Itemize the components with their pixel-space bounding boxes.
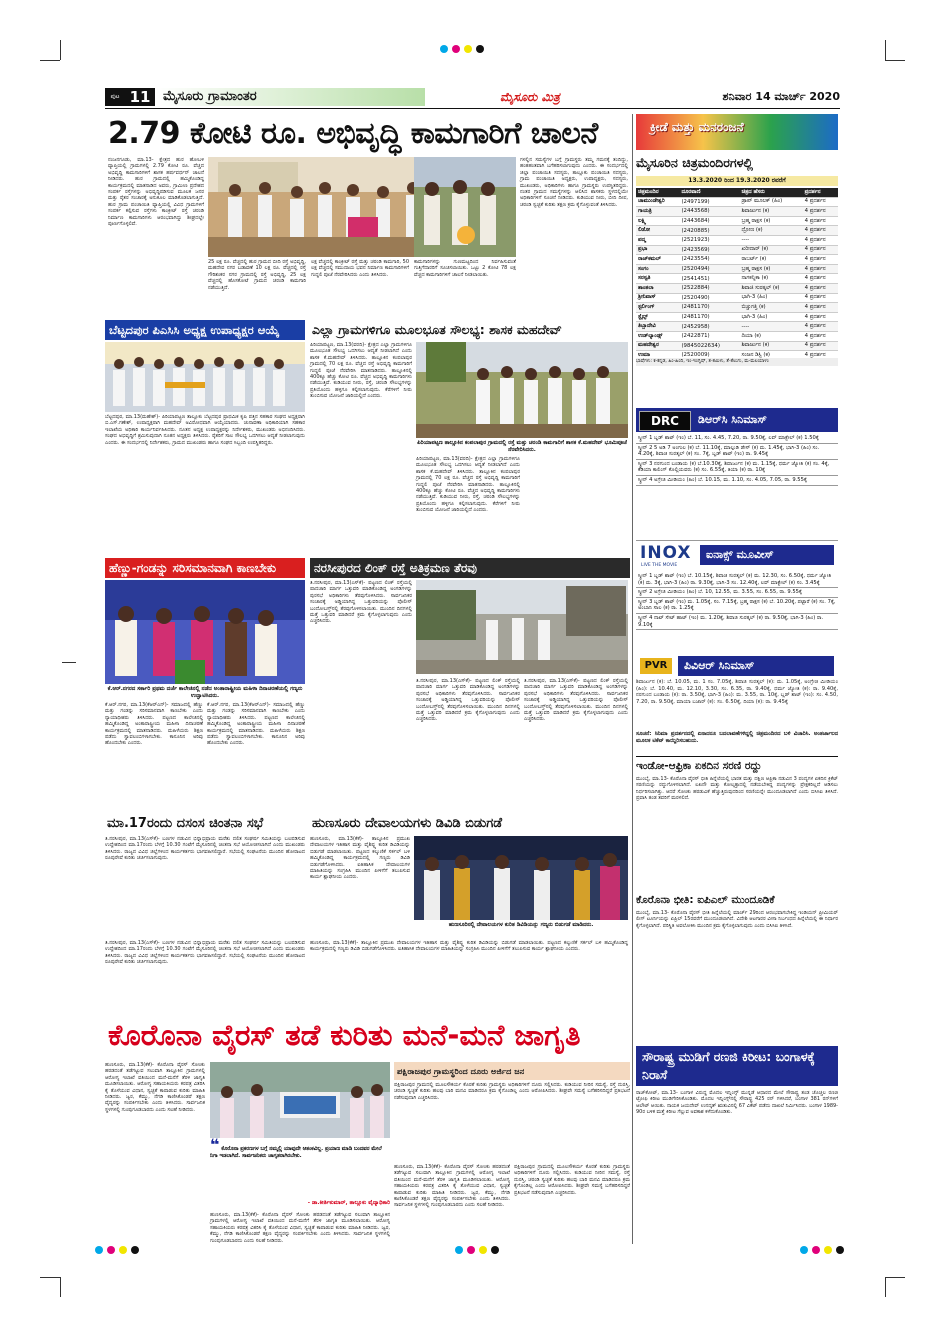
theatre-row: [636, 255, 838, 265]
article-3-body-b: ಕೆ.ಆರ್.ನಗರ, ಮಾ.13(ಕೆಆರ್‌ಎನ್)- ಸಮಾಜದಲ್ಲಿ ಹೆಣ್ಣು ಮತ್ತು ಗಂಡನ್ನು ಸರಿಸಮಾನವಾಗಿ ಕಾಣಬೇಕು ಎಂದು ನ್ಯಾಯಾಧೀಶರು ತಿಳಿಸಿದರು. ಪಟ್ಟಣದ ಕಾಲೇಜಿನಲ್ಲಿ ಹಮ್ಮಿಕೊಂಡಿದ್ದ ಅಂತಾರಾಷ್ಟ್ರೀಯ ಮಹಿಳಾ ದಿನಾಚರಣೆ ಕಾರ್ಯಕ್ರಮದಲ್ಲಿ ಮಾತನಾಡಿದರು. ಮಹಿಳೆಯರು ಶಿಕ್ಷಣ ಪಡೆದು ಸ್ವಾವಲಂಬಿಗಳಾಗಬೇಕು. ಕಾನೂನಿನ ಅರಿವು ಹೊಂದಬೇಕು ಎಂದರು.: [207, 702, 305, 747]
quote-mark-icon: ❝: [210, 1135, 220, 1154]
article-8-body-b: ಹುಣಸೂರು, ಮಾ.13(ಕೆಕೆ)- ಕೊರೊನಾ ವೈರಸ್ ಸೋಂಕು ಹರಡದಂತೆ ತಡೆಗಟ್ಟುವ ಸಲುವಾಗಿ ತಾಲ್ಲೂಕಿನ ಗ್ರಾಮಗಳಲ್ಲಿ ಆರೋಗ್ಯ ಇಲಾಖೆ ವತಿಯಿಂದ ಮನೆ-ಮನೆಗೆ ತೆರಳಿ ಜಾಗೃತಿ ಮೂಡಿಸಲಾಯಿತು. ಆರೋಗ್ಯ ಸಹಾಯಕಿಯರು ಕರಪತ್ರ ವಿತರಿಸಿ ಕೈ ತೊಳೆಯುವ ವಿಧಾನ, ಸ್ವಚ್ಛತೆ ಕಾಪಾಡುವ ಕುರಿತು ಮಾಹಿತಿ ನೀಡಿದರು. ಜ್ವರ, ಕೆಮ್ಮು, ನೆಗಡಿ ಕಾಣಿಸಿಕೊಂಡರೆ ತಕ್ಷಣ ವೈದ್ಯರನ್ನು ಸಂಪರ್ಕಿಸಬೇಕು ಎಂದು ತಿಳಿಸಿದರು. ಸಾರ್ವಜನಿಕ ಸ್ಥಳಗಳಲ್ಲಿ ಗುಂಪುಗೂಡಬಾರದು ಎಂದು ಸಲಹೆ ನೀಡಿದರು.: [394, 1164, 510, 1209]
theatre-row: [636, 274, 838, 284]
theatre-phone: (2423569): [679, 245, 739, 255]
theatre-phone: (2521923): [679, 235, 739, 245]
film-name: ರಾಬರ್ಟ್ (ಕ): [739, 255, 802, 265]
film-name: ಬ್ರಹ್ಮ ರಾಕ್ಷಸ (ಕ): [739, 264, 802, 274]
drc-screen-row: ಸ್ಕ್ರೀನ್ 4 ಅಗ್ರೇಜಿ ಮೀಡಿಯಂ (ಹಿಂ) ಬೆ. 10.15, ಮ. 1.10, ಸಂ. 4.05, 7.05, ರಾ. 9.55ಕ್ಕೆ: [636, 476, 838, 486]
theatre-phone: (2520490): [679, 293, 739, 303]
article-8-header: [394, 1062, 630, 1080]
theatre-row: [636, 264, 838, 274]
show-count: 4 ಪ್ರದರ್ಶನ: [803, 264, 838, 274]
show-count: 4 ಪ್ರದರ್ಶನ: [803, 341, 838, 351]
page-number: 11: [125, 88, 155, 106]
article-2-header: [310, 320, 630, 340]
theatre-row: [636, 341, 838, 351]
theatre-row: [636, 331, 838, 341]
theatre-phone: (9845022634): [679, 341, 739, 351]
theatre-row: [636, 235, 838, 245]
theatre-phone: (2520494): [679, 264, 739, 274]
theatre-phone: (2423554): [679, 255, 739, 265]
article-8-body-c: ಪಕ್ಷಿರಾಜಪುರ ಗ್ರಾಮದಲ್ಲಿ ಮೂಲಸೌಕರ್ಯ ಕೊರತೆ ಕುರಿತು ಗ್ರಾಮಸ್ಥರು ಅಧಿಕಾರಿಗಳಿಗೆ ದೂರು ಸಲ್ಲಿಸಿದರು. ಕುಡಿಯುವ ನೀರಿನ ಸಮಸ್ಯೆ, ರಸ್ತೆ ದುರಸ್ತಿ, ಚರಂಡಿ ಸ್ವಚ್ಛತೆ ಕುರಿತು ಹಲವು ಬಾರಿ ಮನವಿ ಮಾಡಿದರೂ ಕ್ರಮ ಕೈಗೊಂಡಿಲ್ಲ ಎಂದು ಆರೋಪಿಸಿದರು. ಶೀಘ್ರವೇ ಸಮಸ್ಯೆ ಬಗೆಹರಿಸದಿದ್ದರೆ ಪ್ರತಿಭಟನೆ ನಡೆಸುವುದಾಗಿ ಎಚ್ಚರಿಸಿದರು.: [514, 1164, 630, 1196]
sports-2-header: [636, 892, 838, 908]
theatre-name: ಪ್ರಭಾ: [636, 245, 679, 255]
pvr-header: [636, 656, 838, 676]
theatre-name: ಉಮಾ: [636, 351, 679, 361]
drc-screen-row: ಸ್ಕ್ರೀನ್ 1 ಬ್ಲಡ್ ಶಾಟ್ (ಇಂ) ಬೆ. 11, ಸಂ. 4.45, 7.20, ರಾ. 9.50ಕ್ಕೆ, ಲವ್ ಮಾಕ್ಟೇಲ್ (ಕ) 1.50ಕ್ಕೆ: [636, 434, 838, 444]
corona-body: ಹುಣಸೂರು, ಮಾ.13(ಕೆಕೆ)- ಕೊರೊನಾ ವೈರಸ್ ಸೋಂಕು ಹರಡದಂತೆ ತಡೆಗಟ್ಟುವ ಸಲುವಾಗಿ ತಾಲ್ಲೂಕಿನ ಗ್ರಾಮಗಳಲ್ಲಿ ಆರೋಗ್ಯ ಇಲಾಖೆ ವತಿಯಿಂದ ಮನೆ-ಮನೆಗೆ ತೆರಳಿ ಜಾಗೃತಿ ಮೂಡಿಸಲಾಯಿತು. ಆರೋಗ್ಯ ಸಹಾಯಕಿಯರು ಕರಪತ್ರ ವಿತರಿಸಿ ಕೈ ತೊಳೆಯುವ ವಿಧಾನ, ಸ್ವಚ್ಛತೆ ಕಾಪಾಡುವ ಕುರಿತು ಮಾಹಿತಿ ನೀಡಿದರು. ಜ್ವರ, ಕೆಮ್ಮು, ನೆಗಡಿ ಕಾಣಿಸಿಕೊಂಡರೆ ತಕ್ಷಣ ವೈದ್ಯರನ್ನು ಸಂಪರ್ಕಿಸಬೇಕು ಎಂದು ತಿಳಿಸಿದರು. ಸಾರ್ವಜನಿಕ ಸ್ಥಳಗಳಲ್ಲಿ ಗುಂಪುಗೂಡಬಾರದು ಎಂದು ಸಲಹೆ ನೀಡಿದರು.: [105, 1062, 205, 1113]
theatre-phone: (2481170): [679, 312, 739, 322]
article-4-header: [310, 558, 630, 578]
cinema-title: ಮೈಸೂರಿನ ಚಿತ್ರಮಂದಿರಗಳಲ್ಲಿ: [636, 155, 753, 170]
theatre-name: ಸ್ಟೈಲ್ಸ್: [636, 312, 679, 322]
film-name: ಡ್ರಾಪ್ ಮೂಲಕ್ (ಹಿಂ): [739, 197, 802, 207]
entertainment-banner: [636, 114, 838, 150]
inox-tagline: LIVE THE MOVIE: [641, 563, 678, 568]
pvr-title: ಪಿವಿಆರ್ ಸಿನಿಮಾಸ್: [678, 656, 834, 676]
show-count: 4 ಪ್ರದರ್ಶನ: [803, 197, 838, 207]
film-name: ನಾಗಕನ್ನಿಕಾ (ಕ): [739, 274, 802, 284]
theatre-phone: (2422871): [679, 331, 739, 341]
theatre-row: [636, 293, 838, 303]
theatre-row: [636, 245, 838, 255]
show-count: 4 ಪ್ರದರ್ಶನ: [803, 226, 838, 236]
article-5-header: [105, 814, 305, 834]
quote-attribution: - ಡಾ.ಕೀರ್ತಿಕುಮಾರ್, ತಾಲ್ಲೂಕು ವೈದ್ಯಾಧಿಕಾರಿ: [307, 1200, 390, 1206]
show-count: 4 ಪ್ರದರ್ಶನ: [803, 283, 838, 293]
film-name: ಖರೀದಾರ್ (ಕ): [739, 245, 802, 255]
inox-screen-row: ಸ್ಕ್ರೀನ್ 4 ನಾಟ್ ಸೇಟ್ ಹಾಟ್ (ಇಂ) ಮ. 1.20ಕ್ಕೆ, ಶಿವಾಜಿ ಸುರತ್ಕಲ್ (ಕ) ರಾ. 9.50ಕ್ಕೆ, ಭಾಗಿ-3 (ಹಿಂ) ರಾ. 9.10ಕ್ಕೆ: [636, 614, 838, 630]
article-2-headline: ಎಲ್ಲಾ ಗ್ರಾಮಗಳಿಗೂ ಮೂಲಭೂತ ಸೌಲಭ್ಯ: ಶಾಸಕ ಮಹದೇವ್: [312, 322, 562, 337]
theatre-name: ತಿಬ್ಬಾದೇವಿ: [636, 322, 679, 332]
theatre-name: ಶ್ರೀನಿವಾಸ್: [636, 293, 679, 303]
col-header-film: ಚಿತ್ರದ ಹೆಸರು: [739, 188, 802, 197]
theatre-name: ಚಾಮುಂಡೇಶ್ವರಿ: [636, 197, 679, 207]
sports-2-headline: ಕೊರೊನಾ ಭೀತಿ: ಐಪಿಎಲ್ ಮುಂದೂಡಿಕೆ: [636, 894, 775, 906]
banner-title: ಕ್ರೀಡೆ ಮತ್ತು ಮನರಂಜನೆ: [650, 120, 744, 134]
film-name: ----: [739, 322, 802, 332]
film-name: ಬ್ರಹ್ಮ ರಾಕ್ಷಸ (ಕ): [739, 216, 802, 226]
drc-screen-row: ಸ್ಕ್ರೀನ್ 3 ನರಗುಂದ ಬಂಡಾಯ (ಕ) ಬೆ.10.30ಕ್ಕೆ, ಶಿವಾರ್ಜುನ (ಕ) ಮ. 1.15ಕ್ಕೆ, ಧರ್ಮ ಜ್ಯೋತಿ (ಕ) ಸಂ. 4ಕ್ಕೆ, ಕೆಡಿಯಾ ಕಾಲಿಂಗ್ ಕೊಲ್ಲಿಯವರು (ಕ) ಸಂ. 6.55ಕ್ಕೆ, ತಿಯಾ (ಕ) ರಾ. 10ಕ್ಕೆ: [636, 460, 838, 476]
theatre-row: [636, 322, 838, 332]
theatre-name: ಪದ್ಮ: [636, 235, 679, 245]
sports-3-header: [636, 1046, 838, 1086]
theatre-name: ಸ್ಟರ್ಲಿಂಗ್: [636, 303, 679, 313]
article-4-body-b: ತಿ.ನರಸೀಪುರ, ಮಾ.13(ಎಸ್‌ಕೆ)- ಪಟ್ಟಣದ ಲಿಂಕ್ ರಸ್ತೆಯಲ್ಲಿ ಪಾದಚಾರಿ ಮಾರ್ಗ ಒತ್ತುವರಿ ಮಾಡಿಕೊಂಡಿದ್ದ ಅಂಗಡಿಗಳನ್ನು ಪುರಸಭೆ ಅಧಿಕಾರಿಗಳು ತೆರವುಗೊಳಿಸಿದರು. ಸಾರ್ವಜನಿಕರ ಸಂಚಾರಕ್ಕೆ ಅಡ್ಡಿಯಾಗಿದ್ದ ಒತ್ತುವರಿಯನ್ನು ಪೊಲೀಸ್ ಬಂದೋಬಸ್ತ್‌ನಲ್ಲಿ ತೆರವುಗೊಳಿಸಲಾಯಿತು. ಮುಂದಿನ ದಿನಗಳಲ್ಲಿ ಮತ್ತೆ ಒತ್ತುವರಿ ಮಾಡಿದರೆ ಕ್ರಮ ಕೈಗೊಳ್ಳಲಾಗುವುದು ಎಂದು ಎಚ್ಚರಿಸಿದರು.: [416, 678, 520, 723]
show-count: 4 ಪ್ರದರ್ಶನ: [803, 216, 838, 226]
film-name: ಬಿಚ್ಚುಗತ್ತಿ (ಕ): [739, 303, 802, 313]
article-2-photo: [416, 342, 628, 438]
lead-photo-2: [414, 157, 516, 257]
show-count: 4 ಪ್ರದರ್ಶನ: [803, 303, 838, 313]
article-3-headline: ಹೆಣ್ಣು-ಗಂಡನ್ನು ಸರಿಸಮಾನವಾಗಿ ಕಾಣಬೇಕು: [109, 561, 277, 575]
lead-headline: 2.79 ಕೋಟಿ ರೂ. ಅಭಿವೃದ್ಧಿ ಕಾಮಗಾರಿಗೆ ಚಾಲನೆ: [108, 116, 598, 151]
theatre-name: ರಾಜ್‌ಕಮಲ್: [636, 255, 679, 265]
film-name: ಶಿವಾರ್ಜುನ (ಕ): [739, 341, 802, 351]
inox-title: ಐನಾಕ್ಸ್ ಮೂವೀಸ್: [700, 545, 834, 565]
inox-logo: INOX: [640, 543, 692, 563]
theatre-phone: (2452958): [679, 322, 739, 332]
lead-body-col3: ಲಕ್ಷ ವೆಚ್ಚದಲ್ಲಿ ಕಾಂಕ್ರೀಟ್ ರಸ್ತೆ ಮತ್ತು ಚರಂಡಿ ಕಾಮಗಾರಿ, 50 ಲಕ್ಷ ವೆಚ್ಚದಲ್ಲಿ ಸಮುದಾಯ ಭವನ ನಿರ್ಮಾಣ ಕಾಮಗಾರಿಗಳಿಗೆ ಗುದ್ದಲಿ ಪೂಜೆ ನೆರವೇರಿಸಿದರು ಎಂದು ತಿಳಿಸಿದರು.: [311, 259, 409, 278]
corona-quote: [210, 1135, 390, 1198]
theatre-row: [636, 226, 838, 236]
article-3-caption: ಕೆ.ಆರ್.ನಗರದ ಸರ್ಕಾರಿ ಪ್ರಥಮ ದರ್ಜೆ ಕಾಲೇಜಿನಲ್ಲಿ ನಡೆದ ಅಂತಾರಾಷ್ಟ್ರೀಯ ಮಹಿಳಾ ದಿನಾಚರಣೆಯಲ್ಲಿ ಗಣ್ಯರು ಉದ್ಘಾಟಿಸಿದರು.: [107, 686, 303, 699]
article-6-body: ಹುಣಸೂರು, ಮಾ.13(ಕೆಕೆ)- ತಾಲ್ಲೂಕಿನ ಪ್ರಮುಖ ದೇವಾಲಯಗಳ ಇತಿಹಾಸ ಮತ್ತು ವೈಶಿಷ್ಟ್ಯ ಕುರಿತ ಡಿವಿಡಿಯನ್ನು ಬಿಡುಗಡೆ ಮಾಡಲಾಯಿತು. ಪಟ್ಟಣದ ಕಲ್ಕುಣಿಕೆ ಸರ್ಕಲ್ ಬಳಿ ಹಮ್ಮಿಕೊಂಡಿದ್ದ ಕಾರ್ಯಕ್ರಮದಲ್ಲಿ ಗಣ್ಯರು ಡಿವಿಡಿ ಬಿಡುಗಡೆಗೊಳಿಸಿದರು. ಐತಿಹಾಸಿಕ ದೇವಾಲಯಗಳ ಮಾಹಿತಿಯನ್ನು ಸಂಗ್ರಹಿಸಿ ಮುಂದಿನ ಪೀಳಿಗೆಗೆ ತಲುಪಿಸುವ ಕಾರ್ಯ ಶ್ಲಾಘನೀಯ ಎಂದರು.: [310, 836, 410, 881]
col-header-theatre: ಚಿತ್ರಮಂದಿರ: [636, 188, 679, 197]
issue-date: ಶನಿವಾರ 14 ಮಾರ್ಚ್ 2020: [722, 90, 840, 103]
page-header: [105, 88, 840, 108]
theatre-name: ಮಹದೇಶ್ವರ: [636, 341, 679, 351]
theatre-name: ಲಿಡೋ: [636, 226, 679, 236]
theatre-phone: (2481170): [679, 303, 739, 313]
article-2-body-b: ಪಿರಿಯಾಪಟ್ಟಣ, ಮಾ.13(ವರದಿ)- ಕ್ಷೇತ್ರದ ಎಲ್ಲಾ ಗ್ರಾಮಗಳಿಗೂ ಮೂಲಭೂತ ಸೌಲಭ್ಯ ಒದಗಿಸಲು ಆದ್ಯತೆ ನೀಡಲಾಗಿದೆ ಎಂದು ಶಾಸಕ ಕೆ.ಮಹದೇವ್ ತಿಳಿಸಿದರು. ತಾಲ್ಲೂಕಿನ ಕಂಪಲಾಪುರ ಗ್ರಾಮದಲ್ಲಿ 70 ಲಕ್ಷ ರೂ. ವೆಚ್ಚದ ರಸ್ತೆ ಅಭಿವೃದ್ಧಿ ಕಾಮಗಾರಿಗೆ ಗುದ್ದಲಿ ಪೂಜೆ ನೆರವೇರಿಸಿ ಮಾತನಾಡಿದರು. ತಾಲ್ಲೂಕಿನಲ್ಲಿ 400ಕ್ಕೂ ಹೆಚ್ಚು ಕೋಟಿ ರೂ. ವೆಚ್ಚದ ಅಭಿವೃದ್ಧಿ ಕಾಮಗಾರಿಗಳು ನಡೆಯುತ್ತಿವೆ. ಕುಡಿಯುವ ನೀರು, ರಸ್ತೆ, ಚರಂಡಿ ಸೌಲಭ್ಯಗಳನ್ನು ಪ್ರತಿಯೊಂದು ಹಳ್ಳಿಗೂ ಕಲ್ಪಿಸಲಾಗುವುದು. ಕೆರೆಗಳಿಗೆ ನೀರು ತುಂಬಿಸುವ ಯೋಜನೆ ಜಾರಿಯಲ್ಲಿದೆ ಎಂದರು.: [416, 456, 520, 514]
article-6-photo: [414, 836, 628, 920]
corona-photo: [210, 1062, 390, 1138]
theatre-phone: (2420885): [679, 226, 739, 236]
theatre-row: [636, 303, 838, 313]
page-label: ಪುಟ: [105, 88, 125, 106]
sports-1-headline: ಇಂಡೋ-ಆಫ್ರಿಕಾ ಏಕದಿನ ಸರಣಿ ರದ್ದು: [636, 760, 762, 772]
show-count: 4 ಪ್ರದರ್ಶನ: [803, 351, 838, 361]
drc-logo: DRC: [639, 411, 691, 431]
show-count: 4 ಪ್ರದರ್ಶನ: [803, 312, 838, 322]
drc-screen-row: ಸ್ಕ್ರೀನ್ 2 5 ಅಡಿ 7 ಅಂಗುಲ (ಕ) ಬೆ. 11.10ಕ್ಕೆ, ಮಾಲ್ಗುಡಿ ಡೇಸ್ (ಕ) ಮ. 1.45ಕ್ಕೆ, ಭಾಗಿ-3 (ಹಿಂ) ಸಂ. 4.20ಕ್ಕೆ, ಶಿವಾಜಿ ಸುರತ್ಕಲ್ (ಕ) ಸಂ. 7ಕ್ಕೆ, ಬ್ಲಡ್ ಶಾಟ್ (ಇಂ) ರಾ. 9.45ಕ್ಕೆ: [636, 444, 838, 460]
theatre-phone: (2522884): [679, 283, 739, 293]
masthead: ಮೈಸೂರು ಮಿತ್ರ: [500, 90, 560, 104]
article-3-photo: [105, 580, 305, 684]
show-count: 4 ಪ್ರದರ್ಶನ: [803, 293, 838, 303]
article-6-caption: ಹುಣಸೂರಿನಲ್ಲಿ ದೇವಾಲಯಗಳ ಕುರಿತ ಡಿವಿಡಿಯನ್ನು ಗಣ್ಯರು ಬಿಡುಗಡೆ ಮಾಡಿದರು.: [448, 922, 594, 928]
pvr-note: ಸೂಚನೆ: ಸಿನಿಮಾ ಪ್ರದರ್ಶನದಲ್ಲಿ ಏನಾದರೂ ಬದಲಾವಣೆಗಳಿದ್ದಲ್ಲಿ ಚಿತ್ರಮಂದಿರದ ಬಳಿ ವಿಚಾರಿಸಿ. ಅಂತರ್ಜಾಲದ ಮೂಲಕ ಟಿಕೆಟ್ ಕಾಯ್ದಿರಿಸಬಹುದು.: [636, 731, 838, 744]
article-3-header: [105, 558, 305, 578]
theatre-row: [636, 312, 838, 322]
lead-body-col4: ಕಾಮಗಾರಿಗಳನ್ನು ಗುಣಮಟ್ಟದಿಂದ ನಿರ್ವಹಿಸುವಂತೆ ಗುತ್ತಿಗೆದಾರರಿಗೆ ಸೂಚಿಸಲಾಯಿತು. ಒಟ್ಟು 2 ಕೋಟಿ 78 ಲಕ್ಷ ವೆಚ್ಚದ ಕಾಮಗಾರಿಗಳಿಗೆ ಚಾಲನೆ ನೀಡಲಾಯಿತು.: [414, 259, 516, 278]
theatre-row: [636, 283, 838, 293]
show-count: 4 ಪ್ರದರ್ಶನ: [803, 245, 838, 255]
article-6-body-b: ಹುಣಸೂರು, ಮಾ.13(ಕೆಕೆ)- ತಾಲ್ಲೂಕಿನ ಪ್ರಮುಖ ದೇವಾಲಯಗಳ ಇತಿಹಾಸ ಮತ್ತು ವೈಶಿಷ್ಟ್ಯ ಕುರಿತ ಡಿವಿಡಿಯನ್ನು ಬಿಡುಗಡೆ ಮಾಡಲಾಯಿತು. ಪಟ್ಟಣದ ಕಲ್ಕುಣಿಕೆ ಸರ್ಕಲ್ ಬಳಿ ಹಮ್ಮಿಕೊಂಡಿದ್ದ ಕಾರ್ಯಕ್ರಮದಲ್ಲಿ ಗಣ್ಯರು ಡಿವಿಡಿ ಬಿಡುಗಡೆಗೊಳಿಸಿದರು. ಐತಿಹಾಸಿಕ ದೇವಾಲಯಗಳ ಮಾಹಿತಿಯನ್ನು ಸಂಗ್ರಹಿಸಿ ಮುಂದಿನ ಪೀಳಿಗೆಗೆ ತಲುಪಿಸುವ ಕಾರ್ಯ ಶ್ಲಾಘನೀಯ ಎಂದರು.: [310, 940, 628, 953]
theatre-row: [636, 207, 838, 217]
article-8-body: ಪಕ್ಷಿರಾಜಪುರ ಗ್ರಾಮದಲ್ಲಿ ಮೂಲಸೌಕರ್ಯ ಕೊರತೆ ಕುರಿತು ಗ್ರಾಮಸ್ಥರು ಅಧಿಕಾರಿಗಳಿಗೆ ದೂರು ಸಲ್ಲಿಸಿದರು. ಕುಡಿಯುವ ನೀರಿನ ಸಮಸ್ಯೆ, ರಸ್ತೆ ದುರಸ್ತಿ, ಚರಂಡಿ ಸ್ವಚ್ಛತೆ ಕುರಿತು ಹಲವು ಬಾರಿ ಮನವಿ ಮಾಡಿದರೂ ಕ್ರಮ ಕೈಗೊಂಡಿಲ್ಲ ಎಂದು ಆರೋಪಿಸಿದರು. ಶೀಘ್ರವೇ ಸಮಸ್ಯೆ ಬಗೆಹರಿಸದಿದ್ದರೆ ಪ್ರತಿಭಟನೆ ನಡೆಸುವುದಾಗಿ ಎಚ್ಚರಿಸಿದರು.: [394, 1082, 630, 1101]
col-header-phone: ದೂರವಾಣಿ: [679, 188, 739, 197]
article-5-body: ತಿ.ನರಸೀಪುರ, ಮಾ.13(ಎಸ್‌ಕೆ)- ಬಣಗಳ ನಡುವಿನ ಭಿನ್ನಾಭಿಪ್ರಾಯ ಮರೆತು ದಲಿತ ಸಂಘರ್ಷ ಸಮಿತಿಯನ್ನು ಬಲಪಡಿಸುವ ಉದ್ದೇಶದಿಂದ ಮಾ.17ರಂದು ಬೆಳಗ್ಗೆ 10.30 ಗಂಟೆಗೆ ಮೈಸೂರಿನಲ್ಲಿ ಚಿಂತನಾ ಸಭೆ ಆಯೋಜಿಸಲಾಗಿದೆ ಎಂದು ಮುಖಂಡರು ತಿಳಿಸಿದರು. ರಾಜ್ಯದ ವಿವಿಧ ಜಿಲ್ಲೆಗಳಿಂದ ಕಾರ್ಯಕರ್ತರು ಭಾಗವಹಿಸಲಿದ್ದಾರೆ. ಸಭೆಯಲ್ಲಿ ಸಂಘಟನೆಯ ಮುಂದಿನ ಹೋರಾಟದ ರೂಪುರೇಷೆ ಕುರಿತು ಚರ್ಚಿಸಲಾಗುವುದು.: [105, 836, 305, 862]
inox-screen-row: ಸ್ಕ್ರೀನ್ 3 ಬ್ಲಡ್ ಶಾಟ್ (ಇಂ) ಮ. 1.05ಕ್ಕೆ, ಸಂ. 7.15ಕ್ಕೆ, ಬ್ರಹ್ಮ ರಾಕ್ಷಸ (ಕ) ಬೆ. 10.20ಕ್ಕೆ, ಪಟ್ಟಾರೆ (ಕ) ಸಂ. 7ಕ್ಕೆ, ಅಂಬಾನಿ ಸಾಲ (ಕ) ರಾ. 1.25ಕ್ಕೆ: [636, 598, 838, 614]
theatre-table: [636, 188, 838, 361]
sports-2-body: ಮುಂಬೈ, ಮಾ.13- ಕೊರೊನಾ ವೈರಸ್ ಭೀತಿ ಹಿನ್ನೆಲೆಯಲ್ಲಿ ಮಾರ್ಚ್ 29ರಿಂದ ಆರಂಭವಾಗಬೇಕಿದ್ದ ಇಂಡಿಯನ್ ಪ್ರೀಮಿಯರ್ ಲೀಗ್ ಟೂರ್ನಿಯನ್ನು ಏಪ್ರಿಲ್ 15ರವರೆಗೆ ಮುಂದೂಡಲಾಗಿದೆ. ವಿದೇಶಿ ಆಟಗಾರರ ವೀಸಾ ನಿರ್ಬಂಧದ ಹಿನ್ನೆಲೆಯಲ್ಲಿ ಈ ನಿರ್ಧಾರ ಕೈಗೊಳ್ಳಲಾಗಿದೆ. ಪರಿಸ್ಥಿತಿ ಅವಲೋಕಿಸಿ ಮುಂದಿನ ಕ್ರಮ ಕೈಗೊಳ್ಳಲಾಗುವುದು ಎಂದು ಬಿಸಿಸಿಐ ತಿಳಿಸಿದೆ.: [636, 910, 838, 929]
corona-headline: ಕೊರೊನಾ ವೈರಸ್ ತಡೆ ಕುರಿತು ಮನೆ-ಮನೆ ಜಾಗೃತಿ: [108, 1018, 581, 1052]
theatre-name: ಶಾಂತಲಾ: [636, 283, 679, 293]
show-count: 4 ಪ್ರದರ್ಶನ: [803, 331, 838, 341]
quote-text: ಕೊರೊನಾ ಪ್ರಕರಣಗಳ ಬಗ್ಗೆ ನಮ್ಮಲ್ಲಿ ಯಾವುದೇ ಆತಂಕವಿಲ್ಲ. ಪ್ರಯಾಣ ಮಾಡಿ ಬಂದವರ ಮೇಲೆ ನಿಗಾ ಇಡಲಾಗಿದೆ. ಸಾರ್ವಜನಿಕರು ಜಾಗೃತರಾಗಿರಬೇಕು.: [210, 1146, 382, 1159]
lead-body-col5: ಗಳಲ್ಲಿನ ಸಮಸ್ಯೆಗಳ ಬಗ್ಗೆ ಗ್ರಾಮಸ್ಥರು ತಮ್ಮ ಗಮನಕ್ಕೆ ತಂದಿದ್ದು, ಹಂತಹಂತವಾಗಿ ಬಗೆಹರಿಸಲಾಗುವುದು ಎಂದರು. ಈ ಸಂದರ್ಭದಲ್ಲಿ ಜಿಲ್ಲಾ ಪಂಚಾಯಿತಿ ಸದಸ್ಯರು, ತಾಲ್ಲೂಕು ಪಂಚಾಯಿತಿ ಸದಸ್ಯರು, ಗ್ರಾಮ ಪಂಚಾಯಿತಿ ಅಧ್ಯಕ್ಷರು, ಉಪಾಧ್ಯಕ್ಷರು, ಸದಸ್ಯರು, ಮುಖಂಡರು, ಅಧಿಕಾರಿಗಳು ಹಾಗೂ ಗ್ರಾಮಸ್ಥರು ಉಪಸ್ಥಿತರಿದ್ದರು. ನಂತರ ಗ್ರಾಮದ ಸಮಸ್ಯೆಗಳನ್ನು ಆಲಿಸಿದ ಶಾಸಕರು ಸ್ಥಳದಲ್ಲಿಯೇ ಅಧಿಕಾರಿಗಳಿಗೆ ಸೂಚನೆ ನೀಡಿದರು. ಕುಡಿಯುವ ನೀರು, ಬೀದಿ ದೀಪ, ಚರಂಡಿ ಸ್ವಚ್ಛತೆ ಕುರಿತು ತಕ್ಷಣ ಕ್ರಮ ಕೈಗೊಳ್ಳುವಂತೆ ತಿಳಿಸಿದರು.: [520, 157, 628, 208]
film-name: ದಿಯಾ (ಕ): [739, 331, 802, 341]
show-count: 4 ಪ್ರದರ್ಶನ: [803, 274, 838, 284]
article-1-header: [105, 320, 305, 340]
article-4-photo: [416, 580, 628, 674]
theatre-phone: (2443684): [679, 216, 739, 226]
theatre-name: ಗಾಯತ್ರಿ: [636, 207, 679, 217]
theatre-name: ಉಡ್‌ಲ್ಯಾಂಡ್ಸ್: [636, 331, 679, 341]
cinema-dates: 13.3.2020 ರಿಂದ 19.3.2020 ರವರೆಗೆ: [636, 176, 838, 186]
theatre-name: ಸಂಗಂ: [636, 264, 679, 274]
film-name: ದ್ರೋಣ (ಕ): [739, 226, 802, 236]
show-count: 4 ಪ್ರದರ್ಶನ: [803, 255, 838, 265]
corona-body-b: ಹುಣಸೂರು, ಮಾ.13(ಕೆಕೆ)- ಕೊರೊನಾ ವೈರಸ್ ಸೋಂಕು ಹರಡದಂತೆ ತಡೆಗಟ್ಟುವ ಸಲುವಾಗಿ ತಾಲ್ಲೂಕಿನ ಗ್ರಾಮಗಳಲ್ಲಿ ಆರೋಗ್ಯ ಇಲಾಖೆ ವತಿಯಿಂದ ಮನೆ-ಮನೆಗೆ ತೆರಳಿ ಜಾಗೃತಿ ಮೂಡಿಸಲಾಯಿತು. ಆರೋಗ್ಯ ಸಹಾಯಕಿಯರು ಕರಪತ್ರ ವಿತರಿಸಿ ಕೈ ತೊಳೆಯುವ ವಿಧಾನ, ಸ್ವಚ್ಛತೆ ಕಾಪಾಡುವ ಕುರಿತು ಮಾಹಿತಿ ನೀಡಿದರು. ಜ್ವರ, ಕೆಮ್ಮು, ನೆಗಡಿ ಕಾಣಿಸಿಕೊಂಡರೆ ತಕ್ಷಣ ವೈದ್ಯರನ್ನು ಸಂಪರ್ಕಿಸಬೇಕು ಎಂದು ತಿಳಿಸಿದರು. ಸಾರ್ವಜನಿಕ ಸ್ಥಳಗಳಲ್ಲಿ ಗುಂಪುಗೂಡಬಾರದು ಎಂದು ಸಲಹೆ ನೀಡಿದರು.: [210, 1212, 390, 1244]
film-name: ಶಿವಾರ್ಜುನ (ಕ): [739, 207, 802, 217]
inox-showtimes: [636, 572, 838, 630]
article-4-body-c: ತಿ.ನರಸೀಪುರ, ಮಾ.13(ಎಸ್‌ಕೆ)- ಪಟ್ಟಣದ ಲಿಂಕ್ ರಸ್ತೆಯಲ್ಲಿ ಪಾದಚಾರಿ ಮಾರ್ಗ ಒತ್ತುವರಿ ಮಾಡಿಕೊಂಡಿದ್ದ ಅಂಗಡಿಗಳನ್ನು ಪುರಸಭೆ ಅಧಿಕಾರಿಗಳು ತೆರವುಗೊಳಿಸಿದರು. ಸಾರ್ವಜನಿಕರ ಸಂಚಾರಕ್ಕೆ ಅಡ್ಡಿಯಾಗಿದ್ದ ಒತ್ತುವರಿಯನ್ನು ಪೊಲೀಸ್ ಬಂದೋಬಸ್ತ್‌ನಲ್ಲಿ ತೆರವುಗೊಳಿಸಲಾಯಿತು. ಮುಂದಿನ ದಿನಗಳಲ್ಲಿ ಮತ್ತೆ ಒತ್ತುವರಿ ಮಾಡಿದರೆ ಕ್ರಮ ಕೈಗೊಳ್ಳಲಾಗುವುದು ಎಂದು ಎಚ್ಚರಿಸಿದರು.: [524, 678, 628, 723]
article-1-body: ಬೆಟ್ಟದಪುರ, ಮಾ.13(ಮಹೇಶ್)- ಪಿರಿಯಾಪಟ್ಟಣ ತಾಲ್ಲೂಕು ಬೆಟ್ಟದಪುರ ಪ್ರಾಥಮಿಕ ಕೃಷಿ ಪತ್ತಿನ ಸಹಕಾರ ಸಂಘದ ಅಧ್ಯಕ್ಷರಾಗಿ ಬಿ.ಎಸ್.ಗಣೇಶ್, ಉಪಾಧ್ಯಕ್ಷರಾಗಿ ಮಹದೇವ್ ಅವಿರೋಧವಾಗಿ ಆಯ್ಕೆಯಾದರು. ಚುನಾವಣಾ ಅಧಿಕಾರಿಯಾಗಿ ಸಹಕಾರ ಇಲಾಖೆಯ ಅಧಿಕಾರಿ ಕಾರ್ಯನಿರ್ವಹಿಸಿದರು. ನೂತನ ಅಧ್ಯಕ್ಷ ಉಪಾಧ್ಯಕ್ಷರನ್ನು ನಿರ್ದೇಶಕರು, ಮುಖಂಡರು ಅಭಿನಂದಿಸಿದರು. ಸಂಘದ ಅಭಿವೃದ್ಧಿಗೆ ಶ್ರಮಿಸುವುದಾಗಿ ನೂತನ ಅಧ್ಯಕ್ಷರು ತಿಳಿಸಿದರು. ರೈತರಿಗೆ ಸಾಲ ಸೌಲಭ್ಯ ಒದಗಿಸಲು ಆದ್ಯತೆ ನೀಡಲಾಗುವುದು ಎಂದರು. ಈ ಸಂದರ್ಭದಲ್ಲಿ ನಿರ್ದೇಶಕರು, ಗ್ರಾಮದ ಮುಖಂಡರು ಹಾಗೂ ಸಂಘದ ಸಿಬ್ಬಂದಿ ಉಪಸ್ಥಿತರಿದ್ದರು.: [105, 414, 305, 446]
show-count: 4 ಪ್ರದರ್ಶನ: [803, 207, 838, 217]
show-count: 4 ಪ್ರದರ್ಶನ: [803, 322, 838, 332]
film-name: ----: [739, 235, 802, 245]
article-4-body: ತಿ.ನರಸೀಪುರ, ಮಾ.13(ಎಸ್‌ಕೆ)- ಪಟ್ಟಣದ ಲಿಂಕ್ ರಸ್ತೆಯಲ್ಲಿ ಪಾದಚಾರಿ ಮಾರ್ಗ ಒತ್ತುವರಿ ಮಾಡಿಕೊಂಡಿದ್ದ ಅಂಗಡಿಗಳನ್ನು ಪುರಸಭೆ ಅಧಿಕಾರಿಗಳು ತೆರವುಗೊಳಿಸಿದರು. ಸಾರ್ವಜನಿಕರ ಸಂಚಾರಕ್ಕೆ ಅಡ್ಡಿಯಾಗಿದ್ದ ಒತ್ತುವರಿಯನ್ನು ಪೊಲೀಸ್ ಬಂದೋಬಸ್ತ್‌ನಲ್ಲಿ ತೆರವುಗೊಳಿಸಲಾಯಿತು. ಮುಂದಿನ ದಿನಗಳಲ್ಲಿ ಮತ್ತೆ ಒತ್ತುವರಿ ಮಾಡಿದರೆ ಕ್ರಮ ಕೈಗೊಳ್ಳಲಾಗುವುದು ಎಂದು ಎಚ್ಚರಿಸಿದರು.: [310, 580, 412, 625]
col-header-shows: ಪ್ರದರ್ಶನ: [803, 188, 838, 197]
inox-screen-row: ಸ್ಕ್ರೀನ್ 1 ಬ್ಲಡ್ ಶಾಟ್ (ಇಂ) ಬೆ. 10.15ಕ್ಕೆ, ಶಿವಾಜಿ ಸುರತ್ಕಲ್ (ಕ) ಮ. 12.30, ಸಂ. 6.50ಕ್ಕೆ, ಧರ್ಮ ಜ್ಯೋತಿ (ಕ) ಮ. 3ಕ್ಕೆ, ಭಾಗಿ-3 (ಹಿಂ) ರಾ. 9.30ಕ್ಕೆ, ಭಾಗಿ-3 ಸಂ. 12.40ಕ್ಕೆ, ಲವ್ ಮಾಕ್ಟೇಲ್ (ಕ) ಸಂ. 3.45ಕ್ಕೆ: [636, 572, 838, 588]
article-6-headline: ಹುಣಸೂರು ದೇವಾಲಯಗಳು ಡಿವಿಡಿ ಬಿಡುಗಡೆ: [312, 816, 503, 831]
article-5-body-b: ತಿ.ನರಸೀಪುರ, ಮಾ.13(ಎಸ್‌ಕೆ)- ಬಣಗಳ ನಡುವಿನ ಭಿನ್ನಾಭಿಪ್ರಾಯ ಮರೆತು ದಲಿತ ಸಂಘರ್ಷ ಸಮಿತಿಯನ್ನು ಬಲಪಡಿಸುವ ಉದ್ದೇಶದಿಂದ ಮಾ.17ರಂದು ಬೆಳಗ್ಗೆ 10.30 ಗಂಟೆಗೆ ಮೈಸೂರಿನಲ್ಲಿ ಚಿಂತನಾ ಸಭೆ ಆಯೋಜಿಸಲಾಗಿದೆ ಎಂದು ಮುಖಂಡರು ತಿಳಿಸಿದರು. ರಾಜ್ಯದ ವಿವಿಧ ಜಿಲ್ಲೆಗಳಿಂದ ಕಾರ್ಯಕರ್ತರು ಭಾಗವಹಿಸಲಿದ್ದಾರೆ. ಸಭೆಯಲ್ಲಿ ಸಂಘಟನೆಯ ಮುಂದಿನ ಹೋರಾಟದ ರೂಪುರೇಷೆ ಕುರಿತು ಚರ್ಚಿಸಲಾಗುವುದು.: [105, 940, 305, 966]
theatre-name: ಸರಸ್ವತಿ: [636, 274, 679, 284]
film-name: ಭಾಗಿ-3 (ಹಿಂ): [739, 312, 802, 322]
article-8-headline: ಪಕ್ಷಿರಾಜಪುರ ಗ್ರಾಮಸ್ಥರಿಂದ ದೂರು ಅರ್ಜಿದ ಜನ: [397, 1066, 525, 1076]
theatre-phone: (2443568): [679, 207, 739, 217]
show-count: 4 ಪ್ರದರ್ಶನ: [803, 235, 838, 245]
article-2-body: ಪಿರಿಯಾಪಟ್ಟಣ, ಮಾ.13(ವರದಿ)- ಕ್ಷೇತ್ರದ ಎಲ್ಲಾ ಗ್ರಾಮಗಳಿಗೂ ಮೂಲಭೂತ ಸೌಲಭ್ಯ ಒದಗಿಸಲು ಆದ್ಯತೆ ನೀಡಲಾಗಿದೆ ಎಂದು ಶಾಸಕ ಕೆ.ಮಹದೇವ್ ತಿಳಿಸಿದರು. ತಾಲ್ಲೂಕಿನ ಕಂಪಲಾಪುರ ಗ್ರಾಮದಲ್ಲಿ 70 ಲಕ್ಷ ರೂ. ವೆಚ್ಚದ ರಸ್ತೆ ಅಭಿವೃದ್ಧಿ ಕಾಮಗಾರಿಗೆ ಗುದ್ದಲಿ ಪೂಜೆ ನೆರವೇರಿಸಿ ಮಾತನಾಡಿದರು. ತಾಲ್ಲೂಕಿನಲ್ಲಿ 400ಕ್ಕೂ ಹೆಚ್ಚು ಕೋಟಿ ರೂ. ವೆಚ್ಚದ ಅಭಿವೃದ್ಧಿ ಕಾಮಗಾರಿಗಳು ನಡೆಯುತ್ತಿವೆ. ಕುಡಿಯುವ ನೀರು, ರಸ್ತೆ, ಚರಂಡಿ ಸೌಲಭ್ಯಗಳನ್ನು ಪ್ರತಿಯೊಂದು ಹಳ್ಳಿಗೂ ಕಲ್ಪಿಸಲಾಗುವುದು. ಕೆರೆಗಳಿಗೆ ನೀರು ತುಂಬಿಸುವ ಯೋಜನೆ ಜಾರಿಯಲ್ಲಿದೆ ಎಂದರು.: [310, 342, 412, 400]
theatre-row: [636, 216, 838, 226]
drc-title: ಡಿಆರ್‌ಸಿ ಸಿನಿಮಾಸ್: [698, 413, 767, 426]
film-name: ಭಾಗಿ-3 (ಹಿಂ): [739, 293, 802, 303]
theatre-phone: (2497199): [679, 197, 739, 207]
inox-header: [636, 540, 838, 571]
article-4-headline: ನರಸೀಪುರದ ಲಿಂಕ್ ರಸ್ತೆ ಅತಿಕ್ರಮಣ ತೆರವು: [314, 561, 477, 575]
article-1-headline: ಬೆಟ್ಟದಪುರ ಪಿಎಸಿಸಿ ಅಧ್ಯಕ್ಷ ಉಪಾಧ್ಯಕ್ಷರ ಆಯ್ಕೆ: [109, 323, 280, 337]
lead-body-col1: ನಂಜನಗೂಡು, ಮಾ.13- ಕ್ಷೇತ್ರದ ಹುರ ಹೋಬಳಿ ವ್ಯಾಪ್ತಿಯಲ್ಲಿ ಗ್ರಾಮಗಳಲ್ಲಿ 2.79 ಕೋಟಿ ರೂ. ವೆಚ್ಚದ ಅಭಿವೃದ್ಧಿ ಕಾಮಗಾರಿಗಳಿಗೆ ಶಾಸಕ ಹರ್ಷವರ್ಧನ್ ಚಾಲನೆ ನೀಡಿದರು. ಹುರ ಗ್ರಾಮದಲ್ಲಿ ಹಮ್ಮಿಕೊಂಡಿದ್ದ ಕಾರ್ಯಕ್ರಮದಲ್ಲಿ ಮಾತನಾಡಿದ ಅವರು, ಗ್ರಾಮೀಣ ಪ್ರದೇಶದ ಸಂಪರ್ಕ ರಸ್ತೆಗಳನ್ನು ಅಭಿವೃದ್ಧಿಪಡಿಸುವ ಮೂಲಕ ಜನರ ಮತ್ತು ರೈತರ ಸಂಚಾರಕ್ಕೆ ಅನುಕೂಲ ಮಾಡಿಕೊಡಲಾಗುತ್ತಿದೆ. ಹುರ ಗ್ರಾಮ ಪಂಚಾಯಿತಿ ವ್ಯಾಪ್ತಿಯಲ್ಲಿ ವಿವಿಧ ಗ್ರಾಮಗಳಿಗೆ ಸಂಪರ್ಕ ಕಲ್ಪಿಸುವ ರಸ್ತೆಗಳು ಕಾಂಕ್ರೀಟ್ ರಸ್ತೆ ಚರಂಡಿ ನಿರ್ಮಾಣ ಕಾಮಗಾರಿಗಳು ಆರಂಭವಾಗಿದ್ದು ಶೀಘ್ರದಲ್ಲೇ ಪೂರ್ಣಗೊಳ್ಳಲಿವೆ.: [108, 157, 204, 228]
article-5-headline: ಮಾ.17ರಂದು ದಸಂಸ ಚಿಂತನಾ ಸಭೆ: [107, 816, 264, 831]
drc-showtimes: [636, 434, 838, 486]
pvr-showtimes: ಶಿವಾರ್ಜುನ (ಕ): ಬೆ. 10.05, ಮ. 1 ಸಂ. 7.05ಕ್ಕೆ, ಶಿವಾಜಿ ಸುರತ್ಕಲ್ (ಕ): ಮ. 1.05ಕ್ಕೆ, ಅಂಗ್ರೇಜಿ ಮೀಡಿಯಂ (ಹಿಂ): ಬೆ. 10.40, ಮ. 12.10, 3.30, ಸಂ. 6.35, ರಾ. 9.40ಕ್ಕೆ, ಧರ್ಮ ಜ್ಯೋತಿ (ಕ): ರಾ. 9.40ಕ್ಕೆ, ನರಗುಂದ ಬಂಡಾಯ (ಕ): ರಾ. 3.50ಕ್ಕೆ, ಭಾಗಿ-3 (ಹಿಂ): ಮ. 3.55, ರಾ. 10ಕ್ಕೆ, ಬ್ಲಡ್ ಶಾಟ್ (ಇಂ): ಸಂ. 4.50, 7.20, ರಾ. 9.50ಕ್ಕೆ, ಮಾಯಾ ಬಜಾರ್ (ಕ): ಸಂ. 6.50ಕ್ಕೆ, ದಿಯಾ (ಕ): ರಾ. 9.45ಕ್ಕೆ: [636, 679, 838, 705]
film-name: ಸಂಜನ ಡಿಸ್ಟಿ (ಕ): [739, 351, 802, 361]
film-name: ಶಿವಾಜಿ ಸುರತ್ಕಲ್ (ಕ): [739, 283, 802, 293]
article-6-header: [310, 814, 630, 834]
pvr-logo: PVR: [640, 658, 672, 674]
section-title: ಮೈಸೂರು ಗ್ರಾಮಾಂತರ: [163, 89, 257, 104]
theatre-phone: (2541451): [679, 274, 739, 284]
sports-1-body: ಮುಂಬೈ, ಮಾ.13- ಕೊರೊನಾ ವೈರಸ್ ಭೀತಿ ಹಿನ್ನೆಲೆಯಲ್ಲಿ ಭಾರತ ಮತ್ತು ದಕ್ಷಿಣ ಆಫ್ರಿಕಾ ನಡುವಿನ 3 ಪಂದ್ಯಗಳ ಏಕದಿನ ಕ್ರಿಕೆಟ್ ಸರಣಿಯನ್ನು ರದ್ದುಗೊಳಿಸಲಾಗಿದೆ. ಲಖನೌ ಮತ್ತು ಕೋಲ್ಕತ್ತಾದಲ್ಲಿ ನಡೆಯಬೇಕಿದ್ದ ಪಂದ್ಯಗಳನ್ನು ಪ್ರೇಕ್ಷಕರಿಲ್ಲದೆ ಆಡಿಸಲು ನಿರ್ಧರಿಸಲಾಗಿತ್ತು. ಆದರೆ ಸೋಂಕು ಹರಡುವಿಕೆ ಹೆಚ್ಚುತ್ತಿರುವುದರಿಂದ ಸರಣಿಯನ್ನೇ ಮುಂದೂಡಲಾಗಿದೆ ಎಂದು ಬಿಸಿಸಿಐ ತಿಳಿಸಿದೆ. ಪ್ರವಾಸಿ ತಂಡ ತವರಿಗೆ ಮರಳಲಿದೆ.: [636, 776, 838, 802]
sports-3-body: ರಾಜ್‌ಕೋಟ್, ಮಾ.13- ಬಂಗಾಳ ವಿರುದ್ಧ ಮೊದಲ ಇನ್ನಿಂಗ್ಸ್ ಮುನ್ನಡೆ ಆಧಾರದ ಮೇಲೆ ಸೌರಾಷ್ಟ್ರ ತಂಡ ಚೊಚ್ಚಲ ರಣಜಿ ಟ್ರೋಫಿ ಕಿರೀಟ ಮುಡಿಗೇರಿಸಿಕೊಂಡಿತು. ಮೊದಲ ಇನ್ನಿಂಗ್ಸ್‌ನಲ್ಲಿ ಸೌರಾಷ್ಟ್ರ 425 ರನ್ ಗಳಿಸಿದರೆ, ಬಂಗಾಳ 381 ರನ್‌ಗಳಿಗೆ ಆಲೌಟ್ ಆಯಿತು. ನಾಯಕ ಜಯದೇವ್ ಉನದ್ಕತ್ ಋತುವಿನಲ್ಲಿ 67 ವಿಕೆಟ್ ಪಡೆದು ದಾಖಲೆ ನಿರ್ಮಿಸಿದರು. ಬಂಗಾಳ 1989-90ರ ಬಳಿಕ ಮತ್ತೆ ಕಿರೀಟ ಗೆಲ್ಲುವ ಅವಕಾಶ ಕಳೆದುಕೊಂಡಿತು.: [636, 1090, 838, 1116]
article-2-caption: ಪಿರಿಯಾಪಟ್ಟಣ ತಾಲ್ಲೂಕಿನ ಕಂಪಲಾಪುರ ಗ್ರಾಮದಲ್ಲಿ ರಸ್ತೆ ಮತ್ತು ಚರಂಡಿ ಕಾಮಗಾರಿಗೆ ಶಾಸಕ ಕೆ.ಮಹದೇವ್ ಭೂಮಿಪೂಜೆ ನೆರವೇರಿಸಿದರು.: [417, 440, 627, 453]
language-legend: ಭಾಷೆಗಳು: ಕ-ಕನ್ನಡ, ಹಿಂ-ಹಿಂದಿ, ಇಂ-ಇಂಗ್ಲಿಷ್, ತ-ತಮಿಳು, ತೆ-ತೆಲುಗು, ಮ-ಮಲಯಾಳಂ: [636, 358, 838, 366]
theatre-name: ಲಕ್ಷ್ಮಿ: [636, 216, 679, 226]
sports-3-headline: ಸೌರಾಷ್ಟ್ರ ಮುಡಿಗೆ ರಣಜಿ ಕಿರೀಟ: ಬಂಗಾಳಕ್ಕೆ ನಿರಾಸೆ: [642, 1049, 815, 1082]
drc-header: [636, 408, 838, 432]
inox-screen-row: ಸ್ಕ್ರೀನ್ 2 ಅಗ್ರೇಜಿ ಮೀಡಿಯಂ (ಹಿಂ) ಬೆ. 10, 12.55, ಮ. 3.55, ಸಂ. 6.55, ರಾ. 9.55ಕ್ಕೆ: [636, 588, 838, 598]
theatre-row: [636, 197, 838, 207]
lead-body-col2: 25 ಲಕ್ಷ ರೂ. ವೆಚ್ಚದಲ್ಲಿ ಹುರ ಗ್ರಾಮದ ಬೀದಿ ರಸ್ತೆ ಅಭಿವೃದ್ಧಿ, ಮಹದೇವ ನಗರ ಬಡಾವಣೆ 10 ಲಕ್ಷ ರೂ. ವೆಚ್ಚದಲ್ಲಿ ರಸ್ತೆ ಗೌರಿಶಂಕರ ನಗರ ಗ್ರಾಮದಲ್ಲಿ ರಸ್ತೆ ಅಭಿವೃದ್ಧಿ, 25 ಲಕ್ಷ ವೆಚ್ಚದಲ್ಲಿ ಹೊಸಕೋಟೆ ಗ್ರಾಮದ ಚರಂಡಿ ಕಾಮಗಾರಿ ನಡೆಯುತ್ತಿದೆ.: [208, 259, 306, 291]
theatre-phone: (2520009): [679, 351, 739, 361]
article-3-body: ಕೆ.ಆರ್.ನಗರ, ಮಾ.13(ಕೆಆರ್‌ಎನ್)- ಸಮಾಜದಲ್ಲಿ ಹೆಣ್ಣು ಮತ್ತು ಗಂಡನ್ನು ಸರಿಸಮಾನವಾಗಿ ಕಾಣಬೇಕು ಎಂದು ನ್ಯಾಯಾಧೀಶರು ತಿಳಿಸಿದರು. ಪಟ್ಟಣದ ಕಾಲೇಜಿನಲ್ಲಿ ಹಮ್ಮಿಕೊಂಡಿದ್ದ ಅಂತಾರಾಷ್ಟ್ರೀಯ ಮಹಿಳಾ ದಿನಾಚರಣೆ ಕಾರ್ಯಕ್ರಮದಲ್ಲಿ ಮಾತನಾಡಿದರು. ಮಹಿಳೆಯರು ಶಿಕ್ಷಣ ಪಡೆದು ಸ್ವಾವಲಂಬಿಗಳಾಗಬೇಕು. ಕಾನೂನಿನ ಅರಿವು ಹೊಂದಬೇಕು ಎಂದರು.: [105, 702, 203, 747]
article-1-photo: [105, 342, 305, 412]
